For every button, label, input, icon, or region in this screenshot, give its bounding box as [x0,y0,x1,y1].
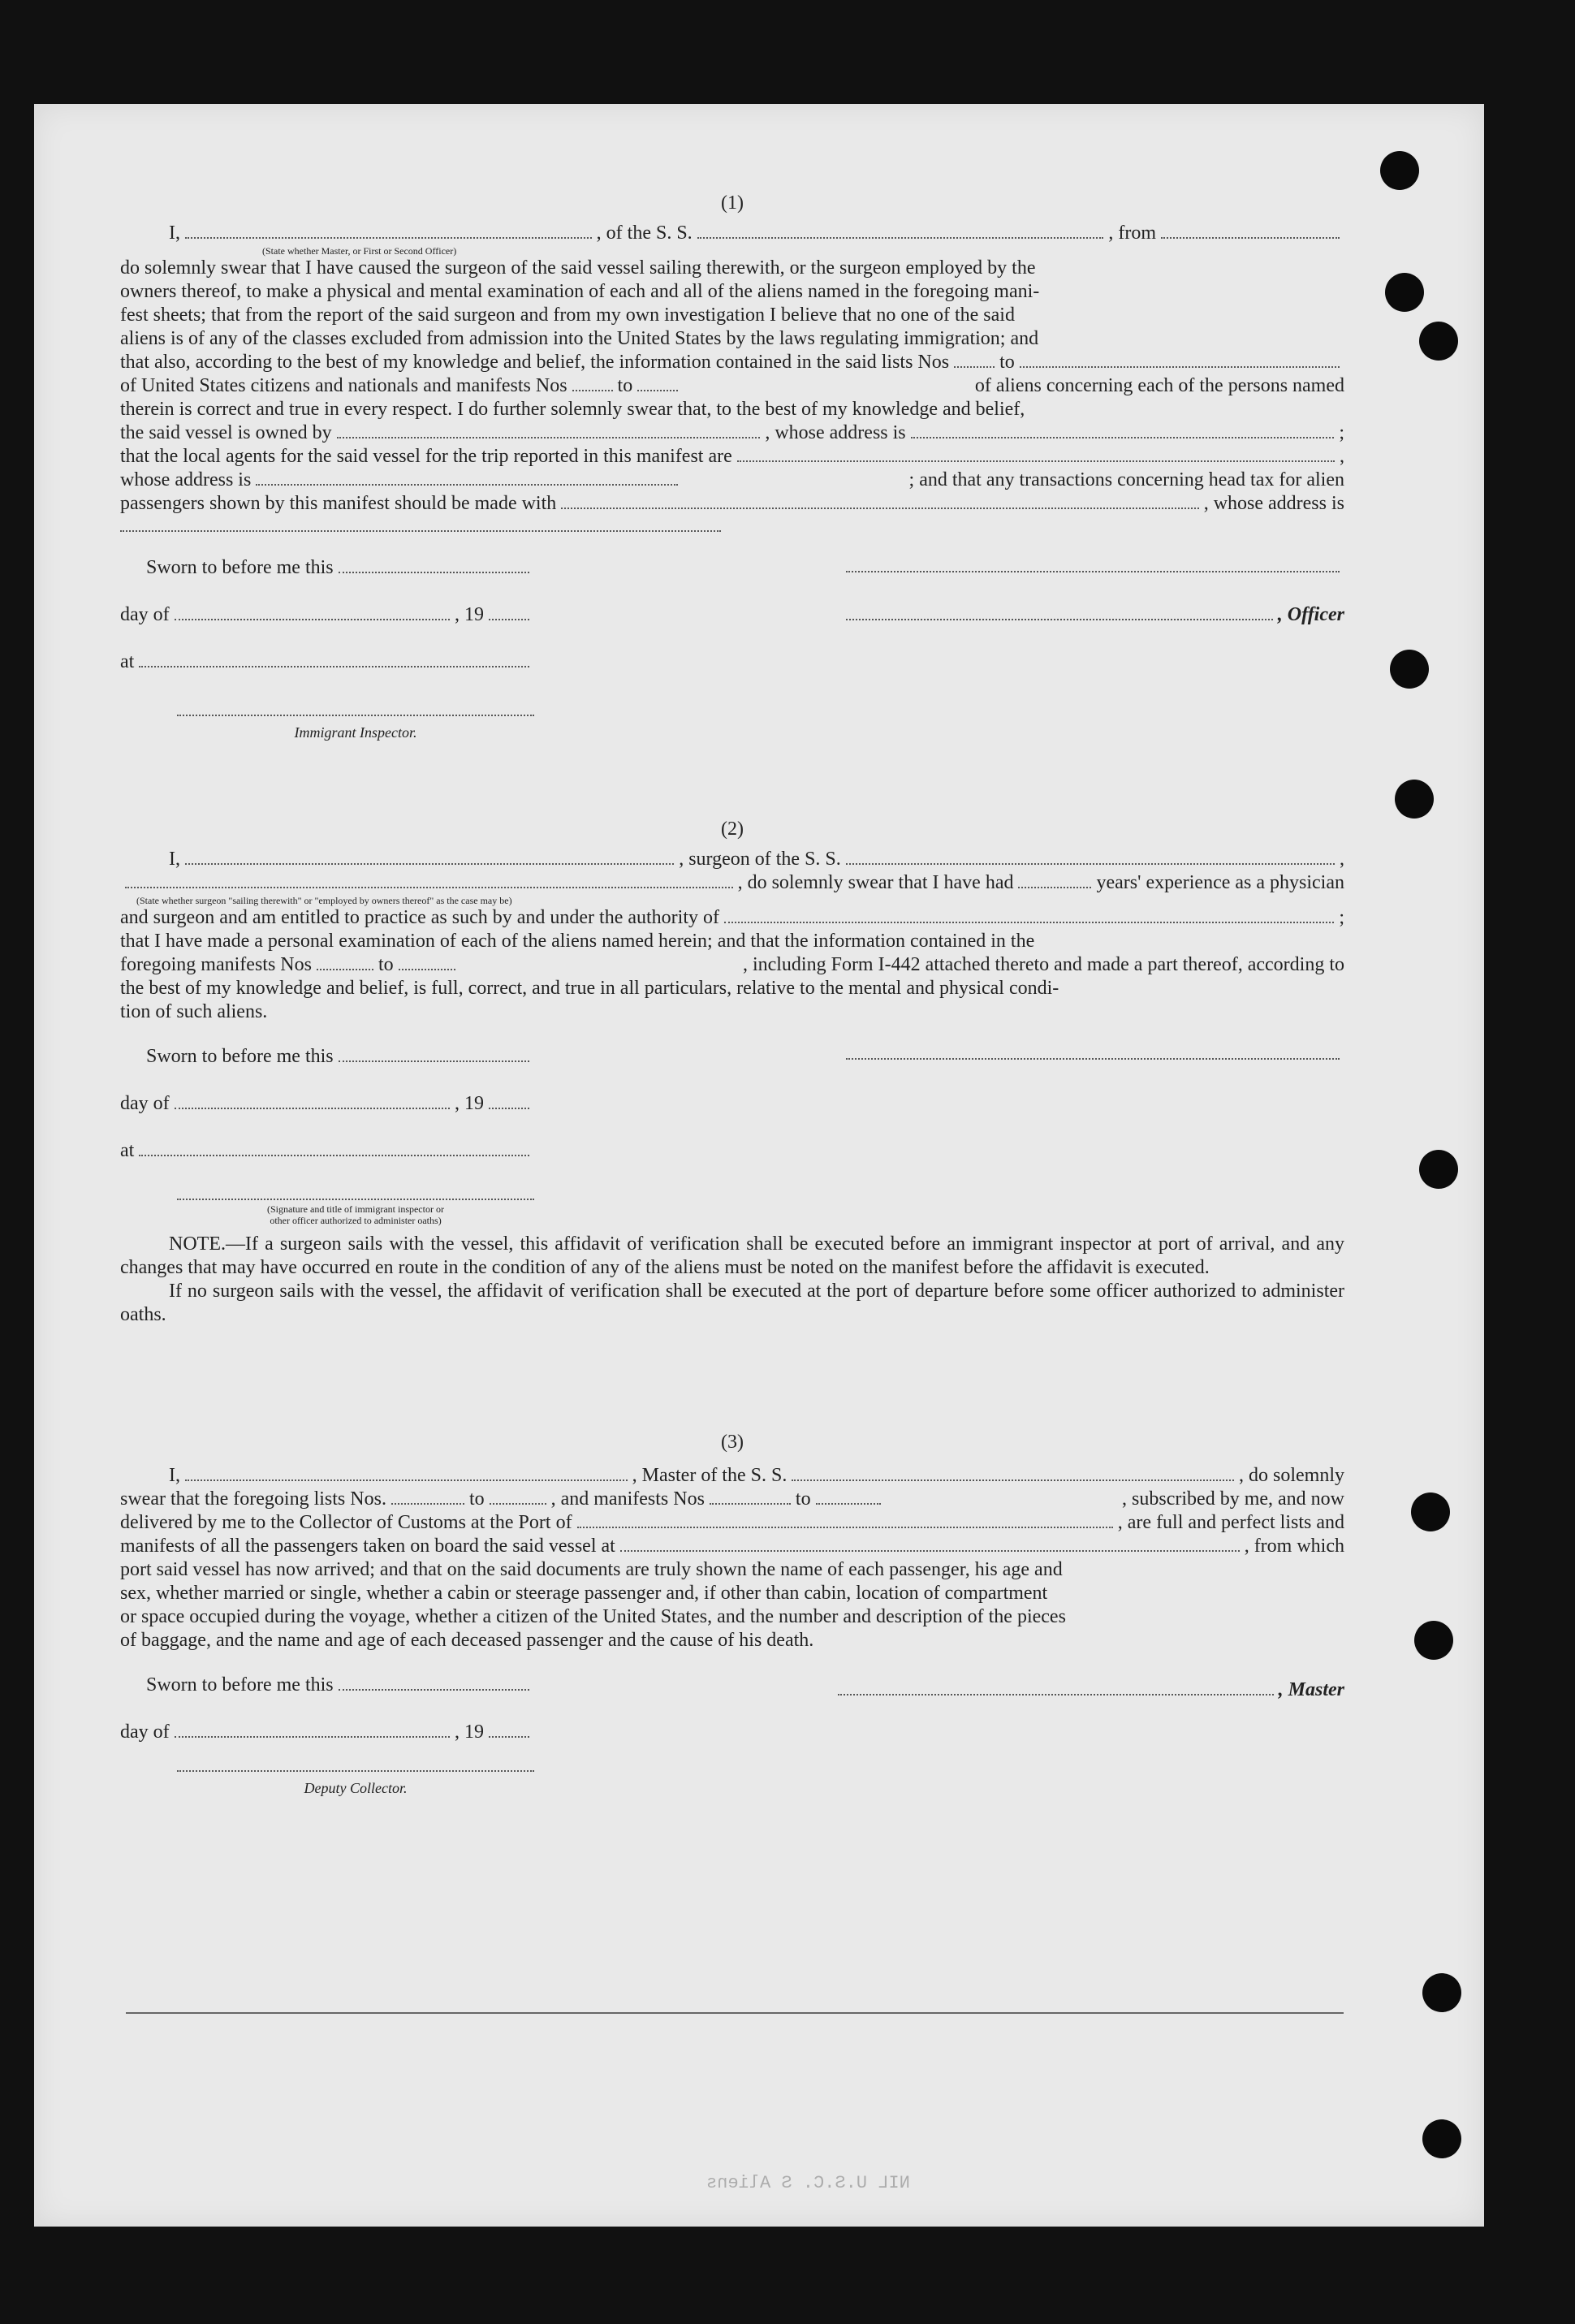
manifests-from-field[interactable] [710,1488,791,1505]
punct: , [1340,849,1344,870]
inspector-signature [177,1197,534,1226]
officer-name-field[interactable] [185,222,592,239]
label-whose-address: , whose address is [765,422,906,443]
local-agents-field[interactable] [737,446,1335,462]
vessel-name-field[interactable] [846,849,1335,865]
agents-address-field[interactable] [256,469,678,486]
officer-signature-line-2[interactable] [846,604,1273,620]
vessel-name-field[interactable] [697,222,1104,239]
sworn-day-field[interactable] [339,1046,529,1062]
label-sworn: Sworn to before me this [146,557,334,578]
label-subscribed: , subscribed by me, and now [1122,1488,1344,1510]
sworn-year-field[interactable] [489,1721,529,1738]
surgeon-caption: (State whether surgeon "sailing therewith" or "employed by owners thereof" as the case may be) [136,895,512,906]
reverse-stamp: NIL U.S.C. S Aliens [706,2173,910,2193]
label-year: , 19 [455,1721,484,1743]
signature-caption: other officer authorized to administer oaths) [270,1215,442,1226]
section-2-surgeon-affidavit [120,818,1344,1327]
officer-signature-line-1[interactable] [846,556,1340,572]
label-authority: and surgeon and am entitled to practice as such by and under the authority of [120,907,719,928]
label-i: I, [169,849,180,870]
manifests-from-field[interactable] [572,375,613,391]
label-year: , 19 [455,1093,484,1114]
sworn-year-field[interactable] [489,604,529,620]
officer-caption: (State whether Master, or First or Second Officer) [262,245,457,257]
label-at: at [120,1140,135,1161]
label-delivered: delivered by me to the Collector of Customs at the Port of [120,1512,572,1533]
label-to: to [378,954,394,975]
bottom-rule [126,2012,1344,2014]
binder-hole [1414,1621,1453,1660]
head-tax-address-field[interactable] [120,516,721,532]
label-passengers-shown: passengers shown by this manifest should be made with [120,493,557,514]
master-label: , Master [1278,1679,1344,1700]
label-local-agents: that the local agents for the said vessel for the trip reported in this manifest are [120,446,732,467]
punct: ; [1339,422,1345,443]
lists-to-field[interactable] [490,1488,546,1505]
label-foregoing: foregoing manifests Nos [120,954,312,975]
section-1-master-affidavit [120,192,1344,745]
label-sworn: Sworn to before me this [146,1046,334,1067]
surgeon-signature-line[interactable] [846,1043,1340,1060]
sworn-place-field[interactable] [139,651,529,667]
label-from-which: , from which [1244,1536,1344,1557]
oath-text-line: of baggage, and the name and age of each deceased passenger and the cause of his death. [120,1630,814,1651]
sworn-year-field[interactable] [489,1093,529,1109]
collector-signature [177,1769,534,1800]
label-whose-address: , whose address is [1203,493,1344,514]
years-experience-field[interactable] [1018,872,1091,888]
lists-from-field[interactable] [954,352,995,368]
label-year: , 19 [455,604,484,625]
binder-hole [1395,780,1434,819]
label-to: to [617,375,633,396]
binder-hole [1422,1973,1461,2012]
binder-hole [1385,273,1424,312]
owner-field[interactable] [337,422,761,438]
label-at: at [120,651,135,672]
oath-text-line: fest sheets; that from the report of the said surgeon and from my own investigation I believe that no one of the said [120,305,1015,326]
oath-text-line: the best of my knowledge and belief, is full, correct, and true in all particulars, relative to the mental and physical condi- [120,978,1059,999]
surgeon-signature-block [841,1043,1344,1060]
label-from: , from [1108,222,1157,244]
oath-text-line: aliens is of any of the classes excluded from admission into the United States by the laws regulating immigration; and [120,328,1039,349]
oath-text-line: of aliens concerning each of the persons named [974,375,1344,396]
sworn-month-field[interactable] [175,604,450,620]
departure-port-field[interactable] [1161,222,1340,239]
master-signature-block [833,1678,1344,1702]
label-day-of: day of [120,1093,170,1114]
binder-hole [1390,650,1429,689]
label-i: I, [169,222,180,244]
label-swear-lists: swear that the foregoing lists Nos. [120,1488,386,1510]
label-to: to [468,1488,485,1510]
punct: , [1340,446,1344,467]
oath-text-line: therein is correct and true in every respect. I do further solemnly swear that, to the best of my knowledge and belief, [120,399,1025,420]
label-to: to [999,352,1015,373]
binder-hole [1411,1492,1450,1531]
vessel-name-field[interactable] [792,1465,1234,1481]
inspector-signature-line[interactable] [177,1197,534,1200]
label-whose-address: whose address is [120,469,252,490]
oath-text-line: owners thereof, to make a physical and mental examination of each and all of the aliens named in the foregoing mani- [120,281,1040,302]
label-owned-by: the said vessel is owned by [120,422,332,443]
oath-text-line: port said vessel has now arrived; and that on the said documents are truly shown the name of each passenger, his age and [120,1559,1063,1580]
punct: ; [1339,907,1344,928]
sworn-month-field[interactable] [175,1721,450,1738]
oath-text-line: do solemnly swear that I have caused the surgeon of the said vessel sailing therewith, or the surgeon employed by the [120,257,1036,279]
sworn-block [120,540,534,745]
label-sworn: Sworn to before me this [146,1674,334,1695]
binder-hole [1419,322,1458,361]
collector-signature-line[interactable] [177,1769,534,1772]
officer-label: , Officer [1277,604,1344,625]
label-years: years' experience as a physician [1096,872,1344,893]
collector-caption: Deputy Collector. [304,1780,408,1796]
label-and-manifests: , and manifests Nos [550,1488,705,1510]
surgeon-name-field[interactable] [185,849,674,865]
sworn-block [120,1657,534,1800]
note-label: NOTE. [169,1233,226,1255]
section-3-master-delivery [120,1431,1344,1800]
authority-field[interactable] [724,907,1334,923]
manifests-to-field[interactable] [816,1488,881,1505]
sworn-day-field[interactable] [339,557,529,573]
oath-text-line: or space occupied during the voyage, whether a citizen of the United States, and the number and description of the pieces [120,1606,1066,1627]
affidavit-form [120,192,1344,1800]
oath-text-line: tion of such aliens. [120,1001,268,1022]
binder-hole [1419,1150,1458,1189]
label-to: to [795,1488,811,1510]
label-day-of: day of [120,604,170,625]
oath-text-line: that also, according to the best of my knowledge and belief, the information contained in the said lists Nos [120,352,950,373]
signature-caption: (Signature and title of immigrant inspector or [267,1203,444,1215]
oath-text-line: sex, whether married or single, whether a cabin or steerage passenger and, if other than cabin, location of compartment [120,1583,1048,1604]
label-surgeon-of: , surgeon of the S. S. [679,849,841,870]
sworn-place-field[interactable] [139,1140,529,1156]
label-i: I, [169,1465,180,1486]
label-do-solemnly: , do solemnly [1239,1465,1344,1486]
oath-text-line: of United States citizens and nationals and manifests Nos [120,375,567,396]
head-tax-contact-field[interactable] [561,493,1198,509]
oath-text-line: that I have made a personal examination of each of the aliens named herein; and that the information contained in the [120,931,1035,952]
label-do-solemnly: , do solemnly swear that I have had [737,872,1014,893]
binder-hole [1380,151,1419,190]
binder-hole [1422,2119,1461,2158]
master-name-field[interactable] [185,1465,628,1481]
label-full-perfect: , are full and perfect lists and [1117,1512,1344,1533]
section-number: (3) [721,1432,744,1453]
manifests-to-field[interactable] [637,375,678,391]
label-master-of: , Master of the S. S. [632,1465,788,1486]
master-signature-line[interactable] [838,1679,1274,1695]
sworn-block [120,1029,534,1226]
boarding-port-field[interactable] [620,1536,1240,1552]
inspector-signature [177,713,534,745]
surgeon-status-field[interactable] [125,872,733,888]
note-text: If no surgeon sails with the vessel, the affidavit of verification shall be executed at the port of departure before some officer authorized to administer oaths. [120,1281,1344,1325]
manifests-to-field[interactable] [399,954,455,970]
owner-address-field[interactable] [911,422,1335,438]
manifests-from-field[interactable] [317,954,373,970]
sworn-day-field[interactable] [339,1674,529,1691]
officer-signature-block [841,556,1344,627]
oath-text-line: , including Form I-442 attached thereto and made a part thereof, according to [742,954,1344,975]
label-of-ss: , of the S. S. [596,222,693,244]
inspector-caption: Immigrant Inspector. [294,724,417,741]
note-paragraph [120,1233,1344,1280]
label-manifests-all: manifests of all the passengers taken on board the said vessel at [120,1536,615,1557]
lists-from-field[interactable] [391,1488,464,1505]
label-day-of: day of [120,1721,170,1743]
sworn-month-field[interactable] [175,1093,450,1109]
note-text: —If a surgeon sails with the vessel, this affidavit of verification shall be executed before an immigrant inspector at port of arrival, and any changes that may have occurred en route in the condition of any of the aliens must be noted on the manifest before the affidavit is executed. [120,1233,1344,1278]
oath-text-line: ; and that any transactions concerning head tax for alien [908,469,1344,490]
section-number: (1) [721,192,744,214]
port-field[interactable] [577,1512,1113,1528]
lists-to-field[interactable] [1020,352,1340,368]
section-number: (2) [721,819,744,840]
inspector-signature-line[interactable] [177,713,534,716]
